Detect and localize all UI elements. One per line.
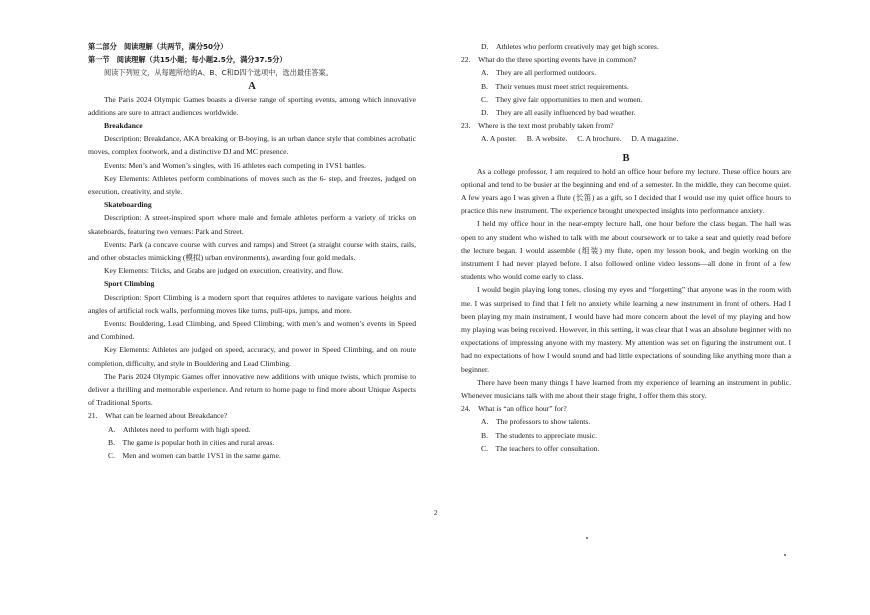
question-24-option-a: A. The professors to show talents. bbox=[481, 417, 591, 427]
question-22-stem: 22. What do the three sporting events have in common? bbox=[461, 55, 637, 65]
left-column bbox=[88, 40, 416, 462]
question-23-option-c: C. A brochure. bbox=[577, 134, 622, 144]
sport-key-elements: Key Elements: Tricks, and Grabs are judged on execution, creativity, and flow. bbox=[104, 266, 344, 276]
scan-speck bbox=[784, 554, 786, 556]
scan-speck bbox=[586, 537, 588, 539]
question-23-options bbox=[461, 132, 791, 145]
question-22-option-c: C. They give fair opportunities to men and women. bbox=[481, 94, 643, 104]
passage-a-closing: The Paris 2024 Olympic Games offer innovative new additions with unique twists, which promise to deliver a thrilling and memorable experience. And return to home page to find more about Unique Aspects of Traditional Sports. bbox=[88, 371, 416, 408]
sport-events: Events: Bouldering, Lead Climbing, and Speed Climbing, with men’s and women’s events in Speed and Combined. bbox=[88, 319, 416, 342]
question-22-option-d: D. They are all easily influenced by bad weather. bbox=[481, 108, 636, 118]
part-heading: 第二部分 阅读理解（共两节，满分50分） bbox=[88, 42, 228, 51]
question-23-stem: 23. Where is the text most probably taken from? bbox=[461, 121, 614, 131]
sport-description: Description: Breakdance, AKA breaking or B-boying, is an urban dance style that combines acrobatic moves, complex footwork, and a distinctive DJ and MC presence. bbox=[88, 134, 416, 157]
passage-a-intro: The Paris 2024 Olympic Games boasts a diverse range of sporting events, among which innovative additions are sure to attract audiences worldwide. bbox=[88, 94, 416, 117]
passage-b-paragraph: I would begin playing long tones, closing my eyes and “forgetting” that anyone was in the room with me. I was surprised to find that I felt no anxiety while learning a new instrument in front of others. Had I been playing my main instrument, I would have had more concern about the level of my playing and how my playing was being received. However, in this setting, it was clear that I was an absolute beginner with no expectations of impressing anyone with my mastery. My attention was set on figuring the instrument out. I had no expectations of how I would sound and had little expectations of sounding like anything more than a beginner. bbox=[461, 285, 791, 374]
sport-events: Events: Men’s and Women’s singles, with 16 athletes each competing in 1VS1 battles. bbox=[104, 160, 367, 170]
sport-description: Description: Sport Climbing is a modern sport that requires athletes to navigate various heights and angles of artificial rock walls, performing moves like turns, pull-ups, jumps, and more. bbox=[88, 292, 416, 315]
question-22-option-b: B. Their venues must meet strict requirements. bbox=[481, 81, 629, 91]
question-21-option-d: D. Athletes who perform creatively may get high scores. bbox=[481, 42, 659, 51]
instruction: 阅读下列短文，从每题所给的A、B、C和D四个选项中，选出最佳答案。 bbox=[104, 68, 333, 78]
passage-b-paragraph: There have been many things I have learned from my experience of learning an instrument in public. Whenever musicians talk with me about their stage fright, I offer them this story. bbox=[461, 377, 791, 401]
question-21-option-c: C. Men and women can battle 1VS1 in the same game. bbox=[108, 451, 281, 461]
section-heading: 第一节 阅读理解（共15小题；每小题2.5分，满分37.5分） bbox=[88, 55, 287, 65]
sport-heading-sport-climbing: Sport Climbing bbox=[104, 279, 155, 289]
passage-a-letter: A bbox=[248, 80, 256, 92]
question-21-option-a: A. Athletes need to perform with high speed. bbox=[108, 424, 251, 434]
passage-b-paragraph: I held my office hour in the near-empty lecture hall, one hour before the class began. The hall was open to any student who wished to talk with me about coursework or to take a seat and quietly read before the lecture began. I would assemble (组装) my flute, open my lesson book, and begin working on the instrument I had never played before. I also followed online video lessons—all done in front of a few students who would come early to class. bbox=[461, 219, 791, 282]
sport-key-elements: Key Elements: Athletes perform combinations of moves such as the 6- step, and freezes, judged on execution, creativity, and style. bbox=[88, 173, 416, 197]
question-21-stem: 21. What can be learned about Breakdance? bbox=[88, 411, 228, 421]
passage-b-letter: B bbox=[622, 152, 630, 164]
question-23-option-b: B. A website. bbox=[526, 134, 568, 144]
question-23-option-a: A. A poster. bbox=[481, 134, 517, 144]
question-23-option-d: D. A magazine. bbox=[631, 134, 679, 144]
sport-key-elements: Key Elements: Athletes are judged on speed, accuracy, and power in Speed Climbing, and on route completion, difficulty, and style in Bouldering and Lead Climbing. bbox=[88, 345, 416, 368]
question-24-stem: 24. What is “an office hour” for? bbox=[461, 404, 567, 414]
passage-b-paragraph: As a college professor, I am required to hold an office hour before my lecture. These office hours are optional and tend to be busier at the beginning and end of a semester. In the middle, they can become quiet. A few years ago I was given a flute (长笛) as a gift, so I decided that I would use my quiet office hours to practice this new instrument. The experience brought unexpected insights into performance anxiety. bbox=[461, 166, 791, 216]
page-number: 2 bbox=[434, 509, 438, 517]
question-22-option-a: A. They are all performed outdoors. bbox=[481, 68, 597, 78]
sport-description: Description: A street-inspired sport where male and female athletes perform a variety of tricks on skateboards, featuring two venues: Park and Street. bbox=[88, 213, 416, 236]
sport-events: Events: Park (a concave course with curves and ramps) and Street (a straight course with stairs, rails, and other obstacles mimicking (模拟) urban environments), awarding four gold medals. bbox=[88, 239, 416, 263]
sport-heading-skateboarding: Skateboarding bbox=[104, 200, 152, 210]
question-24-option-b: B. The students to appreciate music. bbox=[481, 430, 597, 440]
sport-heading-breakdance: Breakdance bbox=[104, 121, 143, 131]
question-24-option-c: C. The teachers to offer consultation. bbox=[481, 443, 600, 453]
question-21-option-b: B. The game is popular both in cities and rural areas. bbox=[108, 437, 275, 447]
right-column bbox=[461, 40, 791, 455]
